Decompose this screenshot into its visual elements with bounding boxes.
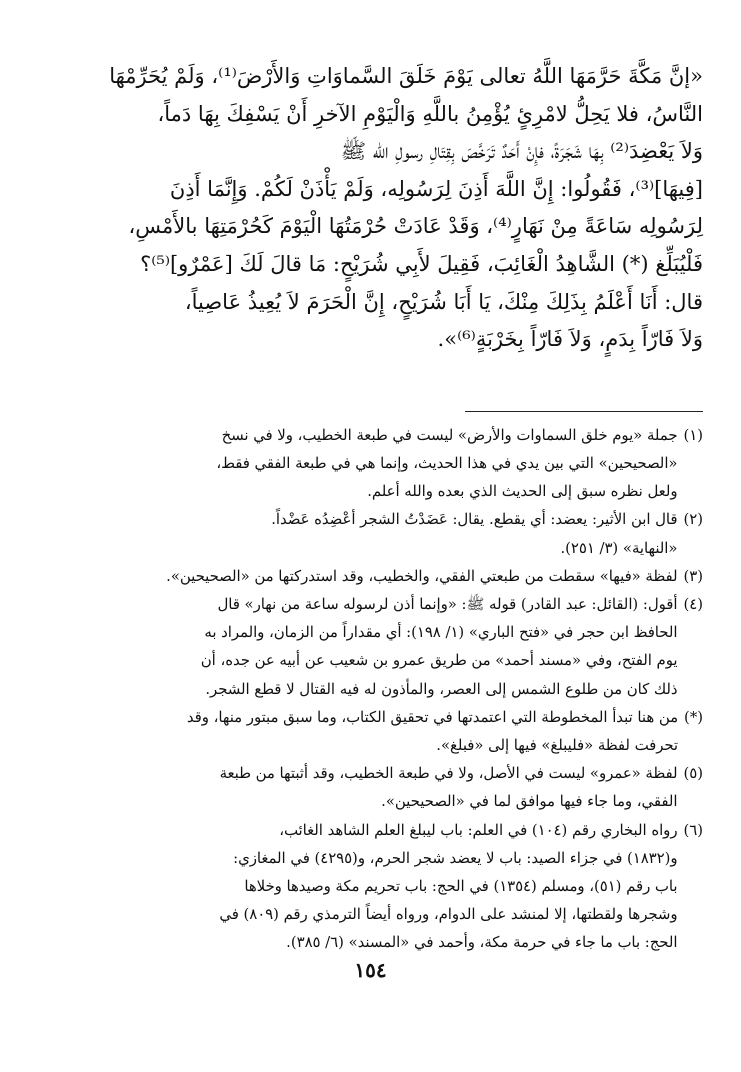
footnote-line: تحرفت لفظة «فليبلغ» فيها إلى «فبلغ». <box>436 736 679 754</box>
footnote-number: (٦) <box>683 821 703 839</box>
footnote-line: قال ابن الأثير: يعضد: أي يقطع. يقال: عَضَدْتُ الشجر أعْضِدُه عَضْداً. <box>271 511 678 529</box>
footnote-line: يوم الفتح، وفي «مسند أحمد» من طريق عمرو بن شعيب عن أبيه عن جده، أن <box>200 652 678 670</box>
footnote-line: جملة «يوم خلق السماوات والأرض» ليست في طبعة الخطيب، ولا في نسخ <box>221 426 678 444</box>
footnote-1 <box>62 422 703 507</box>
main-line: لِرَسُولِه سَاعَةً مِنْ نَهَارٍ⁽⁴⁾، وَقَدْ عَادَتْ حُرْمَتُهَا الْيَوْمَ كَحُرْمَتِهَا بالأَمْسِ، <box>128 214 703 239</box>
footnote-number: (*) <box>684 708 703 726</box>
page-number: ١٥٤ <box>354 958 387 982</box>
footnote-line: الحج: باب ما جاء في حرمة مكة، وأحمد في «المسند» (٦/ ٣٨٥). <box>286 934 678 952</box>
footnote-line: رواه البخاري رقم (١٠٤) في العلم: باب ليبلغ العلم الشاهد الغائب، <box>279 821 678 839</box>
footnote-line: أقول: (القائل: عبد القادر) قوله ﷺ: «وإنما أذن لرسوله ساعة من نهار» قال <box>217 595 678 613</box>
main-line: فَلْيُبَلِّغ (*) الشَّاهِدُ الْغَائِبَ، فَقِيلَ لأَبِي شُرَيْحٍ: مَا قالَ لَكَ [عَمْرٌو]⁽⁵⁾؟ <box>140 251 703 276</box>
main-line: النَّاسُ، فلا يَحِلُّ لامْرِئٍ يُؤْمِنُ باللَّهِ وَالْيَوْمِ الآخرِ أَنْ يَسْفِكَ بِهَا دَماً، <box>157 101 703 126</box>
footnote-line: باب رقم (٥١)، ومسلم (١٣٥٤) في الحج: باب تحريم مكة وصيدها وخلاها <box>244 878 678 895</box>
footnote-number: (٥) <box>683 765 703 783</box>
footnote-number: (٤) <box>683 595 703 613</box>
footnote-2 <box>62 506 703 562</box>
footnote-line: «الصحيحين» التي بين يدي في هذا الحديث، وإنما هي في طبعة الفقي فقط، <box>216 454 678 472</box>
footnote-line: ذلك كان من طلوع الشمس إلى العصر، والمأذون له فيه القتال لا قطع الشجر. <box>205 680 678 698</box>
footnote-divider <box>465 411 703 412</box>
footnote-line: «النهاية» (٣/ ٢٥١). <box>560 539 678 557</box>
footnote-line: الحافظ ابن حجر في «فتح الباري» (١/ ١٩٨): أي مقداراً من الزمان، والمراد به <box>204 624 678 642</box>
main-line: «إنَّ مَكَّةَ حَرَّمَهَا اللَّهُ تعالى يَوْمَ خَلَقَ السَّماوَاتِ وَالأَرْضَ⁽¹⁾، وَلَمْ يُحَرِّمْهَا <box>109 64 703 88</box>
footnote-number: (٣) <box>683 567 703 585</box>
main-line: قال: أَنَا أَعْلَمُ بِذَلِكَ مِنْكَ، يَا أَبَا شُرَيْحٍ، إِنَّ الْحَرَمَ لاَ يُعِيذُ عَاصِياً، <box>184 289 703 314</box>
footnote-star <box>62 704 703 760</box>
main-line: وَلاَ فَارّاً بِدَمٍ، وَلاَ فَارّاً بِخَرْبَةٍ⁽⁶⁾». <box>437 327 703 352</box>
footnote-line: لفظة «عمرو» ليست في الأصل، ولا في طبعة الخطيب، وقد أثبتها من طبعة <box>219 765 678 783</box>
footnote-line: ولعل نظره سبق إلى الحديث الذي بعده والله أعلم. <box>367 483 678 501</box>
footnote-line: وشجرها ولقطتها، إلا لمنشد على الدوام، ورواه أيضاً الترمذي رقم (٨٠٩) في <box>219 906 678 924</box>
book-page <box>62 58 703 1052</box>
footnote-5 <box>62 760 703 816</box>
footnote-3 <box>62 563 703 591</box>
footnote-line: و(١٨٣٢) في جزاء الصيد: باب لا يعضد شجر الحرم، و(٤٢٩٥) في المغازي: <box>233 849 678 867</box>
main-line: وَلاَ يَعْضِدَ⁽²⁾ بِهَا شَجَرَةً، فإِنْ أَحَدٌ تَرَخَّصَ بِقِتَالِ رسولِ الله ﷺ <box>340 139 703 164</box>
footnote-4 <box>62 591 703 704</box>
footnote-line: لفظة «فيها» سقطت من طبعتي الفقي، والخطيب، وقد استدركتها من «الصحيحين». <box>166 567 678 585</box>
hadith-text <box>62 58 703 359</box>
footnotes <box>62 422 703 958</box>
footnote-line: الفقي، وما جاء فيها موافق لما في «الصحيحين». <box>381 793 678 811</box>
main-line: [فِيهَا]⁽³⁾، فَقُولُوا: إِنَّ اللَّهَ أَذِنَ لِرَسُولِه، وَلَمْ يَأْذَنْ لَكُمْ. وَإِنَّمَا أَذِنَ <box>169 176 703 201</box>
footnote-line: من هنا تبدأ المخطوطة التي اعتمدتها في تحقيق الكتاب، وما سبق مبتور منها، وقد <box>186 708 679 726</box>
footnote-number: (١) <box>683 426 703 444</box>
footnote-6 <box>62 817 703 958</box>
footnote-number: (٢) <box>683 511 703 529</box>
